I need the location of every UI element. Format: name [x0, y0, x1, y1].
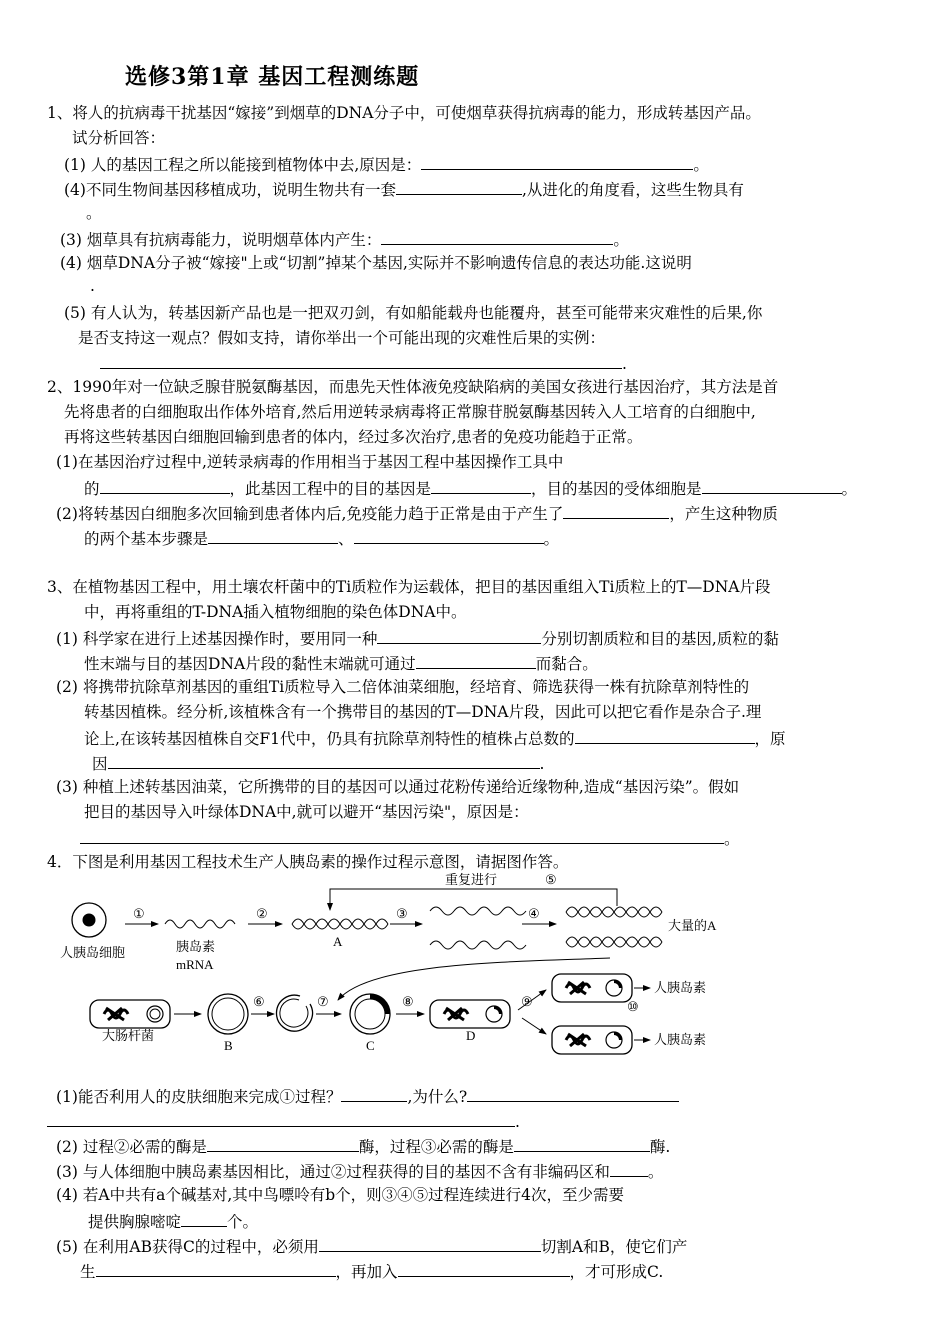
q2-part2-blank-2[interactable]	[208, 527, 338, 544]
step-7-label: ⑦	[317, 994, 329, 1009]
plasmid-b-label: B	[224, 1038, 233, 1053]
q4-part3-text: (3) 与人体细胞中胰岛素基因相比，通过②过程获得的目的基因不含有非编码区和	[56, 1163, 610, 1181]
q4-part5-text: (5) 在利用AB获得C的过程中，必须用	[56, 1238, 319, 1256]
q1-part4-blank[interactable]	[396, 178, 522, 195]
step-5-label: ⑤	[545, 872, 557, 887]
ecoli-label: 大肠杆菌	[102, 1028, 155, 1043]
q3-part2-reason	[92, 752, 544, 774]
cell-d-label: D	[466, 1028, 476, 1043]
q2-part1-blank-2[interactable]	[431, 477, 531, 494]
q2-part1-c: ，此基因工程中的目的基因是	[229, 480, 432, 498]
pancreatic-cell-label: 人胰岛细胞	[60, 945, 126, 960]
q2-part1-line	[84, 477, 857, 499]
mrna-label-1: 胰岛素	[176, 939, 216, 954]
q2-part1-end: 。	[841, 480, 858, 498]
q2-stem-3: 再将这些转基因白细胞回输到患者的体内，经过多次治疗,患者的免疫功能趋于正常。	[64, 428, 643, 446]
progeny-1-chromosome	[566, 982, 590, 994]
curve-arrow-to-step7	[338, 958, 610, 1000]
q3-part2: (2) 将携带抗除草剂基因的重组Ti质粒导入二倍体油菜细胞，经培育、筛选获得一株有抗除草剂特性的	[56, 678, 750, 696]
q3-part2-c: 论上,在该转基因植株自交F1代中，仍具有抗除草剂特性的植株占总数的	[84, 730, 575, 748]
q2-part2-line	[84, 527, 559, 549]
q4-part2-blank-1[interactable]	[207, 1135, 359, 1152]
single-strand-upper	[430, 907, 526, 915]
q3-part1-d: 而黏合。	[535, 655, 598, 673]
large-a-label: 大量的A	[668, 918, 717, 933]
ecoli-plasmid	[147, 1006, 163, 1022]
q2-part1-blank-3[interactable]	[702, 477, 842, 494]
single-strand-lower	[430, 941, 526, 949]
q1-part4-text: (4)不同生物间基因移植成功，说明生物共有一套	[64, 181, 396, 199]
insulin-label-2: 人胰岛素	[654, 1032, 707, 1047]
q3-part1-text: (1) 科学家在进行上述基因操作时，要用同一种	[56, 630, 378, 648]
q1-stem-2: 试分析回答：	[72, 129, 166, 147]
q4-part3-end: 。	[647, 1163, 664, 1181]
q3-part3-end: 。	[724, 830, 740, 848]
q4-part2-b: 酶，过程③必需的酶是	[358, 1138, 514, 1156]
q3-part2-b: 转基因植株。经分析,该植株含有一个携带目的基因的T—DNA片段，因此可以把它看作是杂合子.理	[84, 703, 762, 721]
cell-nucleus	[83, 914, 96, 927]
ecoli-chromosome	[104, 1008, 128, 1020]
progeny-2-insert	[614, 1032, 622, 1040]
q1-part3-blank[interactable]	[381, 228, 613, 245]
q4-part2-c: 酶.	[649, 1138, 671, 1156]
q3-part1-c: 性末端与目的基因DNA片段的黏性末端就可通过	[84, 655, 416, 673]
q1-part5-end: .	[622, 355, 627, 373]
q3-part1	[56, 627, 779, 649]
q2-part2-blank-1[interactable]	[563, 502, 669, 519]
q4-part5	[56, 1235, 687, 1257]
q1-part4-end: 。	[86, 204, 102, 222]
q4-part5-blank-1[interactable]	[319, 1235, 541, 1252]
recombinant-c-inner	[355, 999, 385, 1029]
q1-part4-second: (4) 烟草DNA分子被“嫁接"上或“切割”掉某个基因,实际并不影响遗传信息的表达功能.这说明	[60, 254, 692, 272]
q4-part2-blank-2[interactable]	[514, 1135, 650, 1152]
progeny-1-insert	[614, 980, 622, 988]
q4-stem: 4．下图是利用基因工程技术生产人胰岛素的操作过程示意图，请据图作答。	[47, 853, 569, 871]
q3-part1-line	[84, 652, 598, 674]
q4-part1-blank-1[interactable]	[341, 1085, 407, 1102]
q3-part1-b: 分别切割质粒和目的基因,质粒的黏	[541, 630, 779, 648]
q2-stem: 2、1990年对一位缺乏腺苷脱氨酶基因，而患先天性体液免疫缺陷病的美国女孩进行基因治疗，其方法是首	[47, 378, 779, 396]
plasmid-b	[208, 994, 248, 1034]
q4-part1-blank-2[interactable]	[467, 1085, 679, 1102]
q4-part1-blank-3[interactable]	[47, 1110, 515, 1127]
q4-part5-e: ，才可形成C.	[569, 1263, 664, 1281]
q4-part3	[56, 1160, 663, 1182]
q4-part5-c: 生	[80, 1263, 96, 1281]
q4-part5-d: ，再加入	[335, 1263, 398, 1281]
q2-part2-b: ，产生这种物质	[669, 505, 778, 523]
repeat-label: 重复进行	[445, 872, 498, 887]
q4-part2-text: (2) 过程②必需的酶是	[56, 1138, 207, 1156]
step-8-label: ⑧	[402, 994, 414, 1009]
q4-part5-b: 切割A和B，使它们产	[540, 1238, 688, 1256]
q1-part1-text: (1) 人的基因工程之所以能接到植物体中去,原因是：	[64, 156, 422, 174]
recombinant-c-label: C	[366, 1038, 375, 1053]
step-6-label: ⑥	[253, 994, 265, 1009]
q2-part2-text: (2)将转基因白细胞多次回输到患者体内后,免疫能力趋于正常是由于产生了	[56, 505, 564, 523]
q1-stem: 1、将人的抗病毒干扰基因“嫁接”到烟草的DNA分子中，可使烟草获得抗病毒的能力，形成转基因产品。	[47, 104, 761, 122]
ecoli-plasmid-inner	[150, 1009, 160, 1019]
q4-part1	[56, 1085, 679, 1107]
cut-plasmid-inner	[280, 999, 308, 1027]
q4-part4-line	[88, 1210, 258, 1232]
q3-part2-blank-2[interactable]	[108, 752, 540, 769]
plasmid-b-inner	[212, 998, 244, 1030]
step-4-label: ④	[528, 906, 540, 921]
insulin-label-1: 人胰岛素	[654, 980, 707, 995]
mrna-strand	[165, 920, 235, 928]
q1-part3	[60, 228, 629, 250]
q4-part4-b: 提供胸腺嘧啶	[88, 1213, 182, 1231]
ecoli-cell	[90, 1000, 170, 1028]
q4-part4-c: 个。	[227, 1213, 259, 1231]
progeny-2-chromosome	[566, 1034, 590, 1046]
q2-part1-d: ，目的基因的受体细胞是	[531, 480, 702, 498]
q3-part3-blank[interactable]	[80, 827, 724, 844]
step-9-label: ⑨	[521, 994, 533, 1009]
cut-plasmid	[276, 995, 312, 1031]
q3-part2-blank-1[interactable]	[575, 727, 755, 744]
insulin-production-diagram	[40, 868, 760, 1068]
q3-part1-blank-2[interactable]	[416, 652, 536, 669]
q3-stem: 3、在植物基因工程中，用土壤农杆菌中的Ti质粒作为运载体，把目的基因重组入Ti质粒上的T—DNA片段	[47, 578, 771, 596]
q1-part3-text: (3) 烟草具有抗病毒能力，说明烟草体内产生：	[60, 231, 382, 249]
q3-part3-b: 把目的基因导入叶绿体DNA中,就可以避开“基因污染"，原因是：	[84, 803, 529, 821]
q1-part3-end: 。	[613, 231, 629, 249]
q3-part2-end: .	[539, 755, 545, 773]
q1-part1-end: 。	[693, 156, 709, 174]
q2-part1-blank-1[interactable]	[100, 477, 230, 494]
q4-part4: (4) 若A中共有a个碱基对,其中鸟嘌呤有b个，则③④⑤过程连续进行4次，至少需要	[56, 1186, 625, 1204]
step-10-label: ⑩	[627, 999, 639, 1014]
step-2-label: ②	[256, 906, 268, 921]
q4-part4-blank[interactable]	[181, 1210, 227, 1227]
q2-part1-b: 的	[84, 480, 100, 498]
q1-part1-blank[interactable]	[421, 153, 693, 170]
q4-part5-line	[80, 1260, 663, 1282]
q4-part1-text: (1)能否利用人的皮肤细胞来完成①过程？	[56, 1088, 342, 1106]
q3-part3-line	[80, 827, 740, 849]
q4-part3-blank[interactable]	[610, 1160, 648, 1177]
q4-part1-b: ,为什么?	[407, 1088, 468, 1106]
q2-part2-blank-3[interactable]	[354, 527, 544, 544]
inserted-gene	[370, 994, 390, 1014]
q3-part2-e: 因	[92, 755, 108, 773]
q1-part5-blank[interactable]	[100, 352, 622, 369]
step-9-arrow-down	[522, 1018, 546, 1034]
q4-part1-end: .	[515, 1113, 520, 1131]
q4-part1-line	[47, 1110, 520, 1132]
q2-stem-2: 先将患者的白细胞取出作体外培育,然后用逆转录病毒将正常腺苷脱氨酶基因转入人工培育的白细胞中,	[64, 403, 756, 421]
q1-part5-b: 是否支持这一观点？假如支持，请你举出一个可能出现的灾难性后果的实例：	[78, 329, 606, 347]
q1-part5: (5) 有人认为，转基因新产品也是一把双刃剑，有如船能载舟也能覆舟，甚至可能带来灾难性的后果,你	[64, 304, 763, 322]
q3-part2-d: ，原	[754, 730, 786, 748]
q2-part1: (1)在基因治疗过程中,逆转录病毒的作用相当于基因工程中基因操作工具中	[56, 453, 564, 471]
q1-part5-line	[100, 352, 627, 374]
q2-part2	[56, 502, 778, 524]
q3-part2-line	[84, 727, 786, 749]
q4-part2	[56, 1135, 670, 1157]
dna-a-label: A	[333, 934, 343, 949]
q4-part5-blank-3[interactable]	[398, 1260, 570, 1277]
q3-stem-2: 中，再将重组的T-DNA插入植物细胞的染色体DNA中。	[84, 603, 467, 621]
q1-part1	[64, 153, 709, 175]
q2-part2-d: 、	[338, 530, 354, 548]
step-1-label: ①	[133, 906, 145, 921]
q1-part4-text-b: ,从进化的角度看，这些生物具有	[521, 181, 744, 199]
q2-part2-end: 。	[543, 530, 560, 548]
page-title: 选修3第1章 基因工程测练题	[125, 64, 420, 90]
cell-d	[430, 1000, 510, 1028]
cell-d-insert	[494, 1006, 502, 1014]
step-3-label: ③	[396, 906, 408, 921]
q4-part5-blank-2[interactable]	[96, 1260, 336, 1277]
q3-part1-blank-1[interactable]	[377, 627, 541, 644]
q1-part4-second-end: .	[90, 277, 95, 295]
q1-part4	[64, 178, 744, 200]
repeat-arrow	[330, 889, 617, 910]
q2-part2-c: 的两个基本步骤是	[84, 530, 209, 548]
mrna-label-2: mRNA	[176, 957, 214, 972]
q3-part3: (3) 种植上述转基因油菜，它所携带的目的基因可以通过花粉传递给近缘物种,造成“基因污染”。假如	[56, 778, 740, 796]
cell-d-chromosome	[444, 1008, 468, 1020]
